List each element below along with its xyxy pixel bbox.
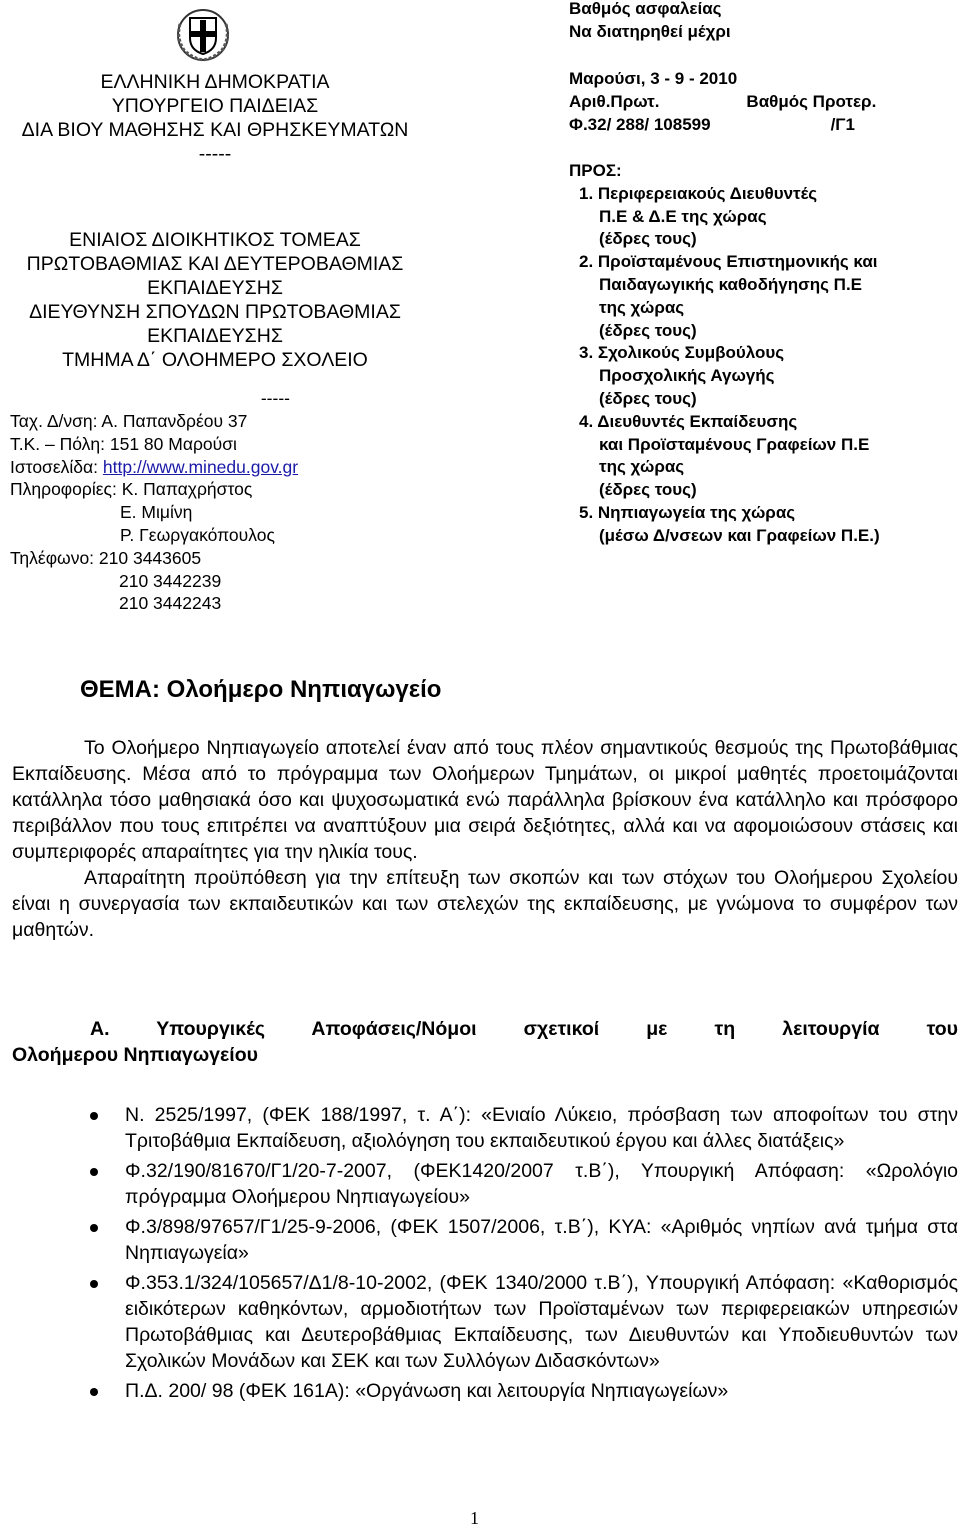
department-header xyxy=(0,228,430,372)
dept-line: ΕΝΙΑΙΟΣ ΔΙΟΙΚΗΤΙΚΟΣ ΤΟΜΕΑΣ xyxy=(69,229,361,251)
list-item: Ν. 2525/1997, (ΦΕΚ 188/1997, τ. Α΄): «Ενιαίο Λύκειο, πρόσβαση των αποφοίτων του στην Τριτοβάθμια Εκπαίδευση, αξιολόγηση του εκπαιδευτικού έργου και άλλες διατάξεις» xyxy=(12,1102,958,1154)
list-item: Φ.32/190/81670/Γ1/20-7-2007, (ΦΕΚ1420/2007 τ.Β΄), Υπουργική Απόφαση: «Ωρολόγιο πρόγραμμα Ολοήμερου Νηπιαγωγείου» xyxy=(12,1158,958,1210)
ministry-name: ΥΠΟΥΡΓΕΙΟ ΠΑΙΔΕΙΑΣ xyxy=(111,95,319,117)
separator: ----- xyxy=(198,143,232,165)
bullet-icon xyxy=(90,1224,98,1232)
recipient-4-line: και Προϊσταμένους Γραφείων Π.Ε xyxy=(599,434,870,454)
bullet-icon xyxy=(90,1112,98,1120)
dept-line: ΕΚΠΑΙΔΕΥΣΗΣ xyxy=(147,277,283,299)
phone-3: 210 3442243 xyxy=(119,593,222,614)
info-contact-2: Ε. Μιμίνη xyxy=(120,502,193,523)
recipient-3-line: (έδρες τους) xyxy=(599,388,697,408)
country-name: ΕΛΛΗΝΙΚΗ ΔΗΜΟΚΡΑΤΙΑ xyxy=(100,71,330,93)
recipient-1-line: (έδρες τους) xyxy=(599,229,697,249)
recipients-block xyxy=(569,160,880,548)
dept-line: ΔΙΕΥΘΥΝΣΗ ΣΠΟΥΔΩΝ ΠΡΩΤΟΒΑΘΜΙΑΣ xyxy=(29,301,401,323)
recipient-3: 3. Σχολικούς Συμβούλους xyxy=(579,343,785,363)
phone-2: 210 3442239 xyxy=(119,570,222,591)
recipient-5-line: (μέσω Δ/νσεων και Γραφείων Π.Ε.) xyxy=(599,525,880,545)
recipient-4-line: της χώρας xyxy=(599,457,685,477)
greek-emblem-icon xyxy=(174,4,232,62)
recipient-2-line: (έδρες τους) xyxy=(599,320,697,340)
date: Μαρούσι, 3 - 9 - 2010 xyxy=(569,69,738,88)
section-heading-line-1: Α. Υπουργικές Αποφάσεις/Νόμοι σχετικοί με τη λειτουργία του xyxy=(90,1018,958,1040)
address: Ταχ. Δ/νση: Α. Παπανδρέου 37 xyxy=(10,411,248,431)
bullet-icon xyxy=(90,1388,98,1396)
dept-line: ΠΡΩΤΟΒΑΘΜΙΑΣ ΚΑΙ ΔΕΥΤΕΡΟΒΑΘΜΙΑΣ xyxy=(26,253,404,275)
recipients-title: ΠΡΟΣ: xyxy=(569,161,622,180)
protocol-label: Αριθ.Πρωτ. xyxy=(569,91,660,111)
subject-title: ΘΕΜΑ: Ολοήμερο Νηπιαγωγείο xyxy=(80,676,442,703)
list-item: Π.Δ. 200/ 98 (ΦΕΚ 161Α): «Οργάνωση και λειτουργία Νηπιαγωγείων» xyxy=(12,1378,958,1404)
website-label: Ιστοσελίδα: xyxy=(10,456,103,477)
dept-line: ΤΜΗΜΑ Δ΄ ΟΛΟΗΜΕΡΟ ΣΧΟΛΕΙΟ xyxy=(62,349,368,371)
protocol-row xyxy=(569,91,876,114)
page-number: 1 xyxy=(470,1508,479,1528)
bullet-icon xyxy=(90,1280,98,1288)
ministry-name-cont: ΔΙΑ ΒΙΟΥ ΜΑΘΗΣΗΣ ΚΑΙ ΘΡΗΣΚΕΥΜΑΤΩΝ xyxy=(21,119,409,141)
contact-separator: ----- xyxy=(260,388,290,408)
info-contact: Πληροφορίες: Κ. Παπαχρήστος xyxy=(10,479,253,500)
security-level: Βαθμός ασφαλείας xyxy=(569,0,722,18)
list-item: Φ.353.1/324/105657/Δ1/8-10-2002, (ΦΕΚ 1340/2000 τ.Β΄), Υπουργική Απόφαση: «Καθορισμός ειδικότερων καθηκόντων, αρμοδιοτήτων των Προϊσταμένων των περιφερειακών υπηρεσιών Πρωτοβάθμιας και Δευτεροβάθμιας Εκπαίδευσης, των Διευθυντών και Υποδιευθυντών των Σχολικών Μονάδων και ΣΕΚ και των Συλλόγων Διδασκόντων» xyxy=(12,1270,958,1374)
phone: Τηλέφωνο: 210 3443605 xyxy=(10,547,202,568)
ministry-header xyxy=(0,70,430,166)
recipient-1-line: Π.Ε & Δ.Ε της χώρας xyxy=(599,206,767,226)
section-heading xyxy=(12,1016,958,1068)
section-heading-line-2: Ολοήμερου Νηπιαγωγείου xyxy=(12,1044,258,1066)
recipient-4: 4. Διευθυντές Εκπαίδευσης xyxy=(579,411,798,431)
bullet-icon xyxy=(90,1168,98,1176)
website-link[interactable]: http://www.minedu.gov.gr xyxy=(102,456,299,477)
paragraph-2: Απαραίτητη προϋπόθεση για την επίτευξη των σκοπών και των στόχων του Ολοήμερου Σχολείου είναι η συνεργασία των εκπαιδευτικών και των στελεχών της εκπαίδευσης, με γνώμονα το συμφέρον των μαθητών. xyxy=(12,867,958,941)
recipient-1: 1. Περιφερειακούς Διευθυντές xyxy=(579,183,818,203)
priority-label: Βαθμός Προτερ. xyxy=(746,91,877,111)
retain-until: Να διατηρηθεί μέχρι xyxy=(569,21,731,41)
list-item: Φ.3/898/97657/Γ1/25-9-2006, (ΦΕΚ 1507/2006, τ.Β΄), ΚΥΑ: «Αριθμός νηπίων ανά τμήμα στα Νηπιαγωγεία» xyxy=(12,1214,958,1266)
recipient-4-line: (έδρες τους) xyxy=(599,480,697,500)
dept-line: ΕΚΠΑΙΔΕΥΣΗΣ xyxy=(147,325,283,347)
body-text xyxy=(12,735,958,943)
recipient-2: 2. Προϊσταμένους Επιστημονικής και xyxy=(579,252,878,272)
recipient-2-line: Παιδαγωγικής καθοδήγησης Π.Ε xyxy=(599,274,863,294)
security-block xyxy=(569,0,731,44)
postal-code: Τ.Κ. – Πόλη: 151 80 Μαρούσι xyxy=(10,433,237,454)
recipient-3-line: Προσχολικής Αγωγής xyxy=(599,366,775,386)
info-contact-3: Ρ. Γεωργακόπουλος xyxy=(120,524,275,545)
recipient-2-line: της χώρας xyxy=(599,297,685,317)
protocol-block xyxy=(569,68,876,136)
protocol-number: Φ.32/ 288/ 108599 xyxy=(569,114,711,134)
contact-block xyxy=(10,410,430,615)
paragraph-1: Το Ολοήμερο Νηπιαγωγείο αποτελεί έναν από τους πλέον σημαντικούς θεσμούς της Πρωτοβάθμιας Εκπαίδευσης. Μέσα από το πρόγραμμα των Ολοήμερων Τμημάτων, οι μικροί μαθητές προετοιμάζονται κατάλληλα τόσο μαθησιακά όσο και ψυχοσωματικά ενώ παράλληλα βρίσκουν ένα κατάλληλο και πρόσφορο περιβάλλον που τους επιτρέπει να αναπτύξουν μια σειρά δεξιότητες, αλλά και να αφομοιώσουν στάσεις και συμπεριφορές απαραίτητες για την ηλικία τους. xyxy=(12,737,958,863)
recipient-5: 5. Νηπιαγωγεία της χώρας xyxy=(579,502,796,522)
website-row xyxy=(10,456,430,479)
protocol-number-row xyxy=(569,114,876,137)
laws-list xyxy=(12,1102,958,1408)
protocol-suffix: /Γ1 xyxy=(830,114,855,134)
